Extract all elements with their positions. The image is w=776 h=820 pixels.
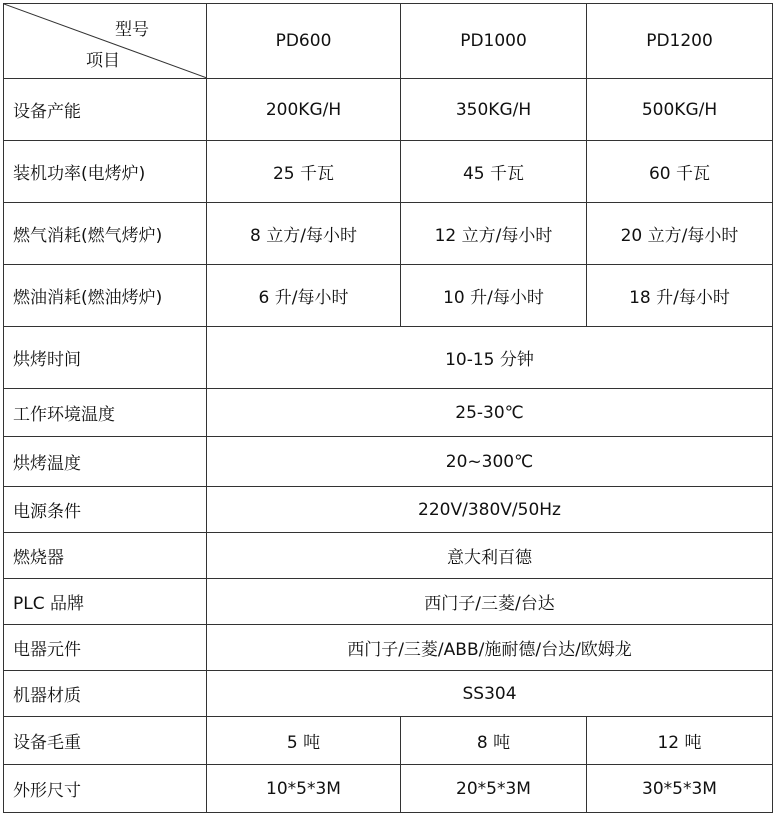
model-header: PD600 (207, 4, 401, 79)
row-label: PLC 品牌 (4, 579, 207, 625)
table-row (4, 671, 773, 717)
table-row (4, 265, 773, 327)
cell-value: 200KG/H (207, 79, 401, 141)
table-row (4, 765, 773, 813)
row-label: 机器材质 (4, 671, 207, 717)
table-row (4, 79, 773, 141)
corner-item-label: 项目 (86, 51, 120, 71)
table-row (4, 141, 773, 203)
table-row (4, 717, 773, 765)
cell-value: 10-15 分钟 (207, 327, 773, 389)
cell-value: 30*5*3M (587, 765, 773, 813)
row-label: 工作环境温度 (4, 389, 207, 437)
cell-value: 8 立方/每小时 (207, 203, 401, 265)
row-label: 电器元件 (4, 625, 207, 671)
cell-value: 220V/380V/50Hz (207, 487, 773, 533)
cell-value: 20~300℃ (207, 437, 773, 487)
table-row (4, 327, 773, 389)
cell-value: SS304 (207, 671, 773, 717)
cell-value: 5 吨 (207, 717, 401, 765)
row-label: 烘烤时间 (4, 327, 207, 389)
model-header: PD1000 (401, 4, 587, 79)
table-row (4, 579, 773, 625)
table-row (4, 625, 773, 671)
table-row (4, 203, 773, 265)
cell-value: 西门子/三菱/台达 (207, 579, 773, 625)
cell-value: 500KG/H (587, 79, 773, 141)
cell-value: 25-30℃ (207, 389, 773, 437)
cell-value: 10 升/每小时 (401, 265, 587, 327)
table-row (4, 389, 773, 437)
corner-model-label: 型号 (115, 20, 149, 40)
row-label: 电源条件 (4, 487, 207, 533)
cell-value: 6 升/每小时 (207, 265, 401, 327)
cell-value: 12 吨 (587, 717, 773, 765)
cell-value: 350KG/H (401, 79, 587, 141)
cell-value: 12 立方/每小时 (401, 203, 587, 265)
row-label: 装机功率(电烤炉) (4, 141, 207, 203)
row-label: 燃气消耗(燃气烤炉) (4, 203, 207, 265)
model-header: PD1200 (587, 4, 773, 79)
row-label: 燃烧器 (4, 533, 207, 579)
row-label: 设备毛重 (4, 717, 207, 765)
table-row (4, 533, 773, 579)
cell-value: 意大利百德 (207, 533, 773, 579)
cell-value: 20 立方/每小时 (587, 203, 773, 265)
cell-value: 10*5*3M (207, 765, 401, 813)
header-row (4, 4, 773, 79)
row-label: 设备产能 (4, 79, 207, 141)
cell-value: 60 千瓦 (587, 141, 773, 203)
cell-value: 20*5*3M (401, 765, 587, 813)
cell-value: 8 吨 (401, 717, 587, 765)
cell-value: 西门子/三菱/ABB/施耐德/台达/欧姆龙 (207, 625, 773, 671)
row-label: 外形尺寸 (4, 765, 207, 813)
spec-table (3, 3, 773, 813)
cell-value: 25 千瓦 (207, 141, 401, 203)
table-row (4, 487, 773, 533)
cell-value: 18 升/每小时 (587, 265, 773, 327)
row-label: 燃油消耗(燃油烤炉) (4, 265, 207, 327)
cell-value: 45 千瓦 (401, 141, 587, 203)
corner-cell (4, 4, 207, 79)
table-row (4, 437, 773, 487)
row-label: 烘烤温度 (4, 437, 207, 487)
